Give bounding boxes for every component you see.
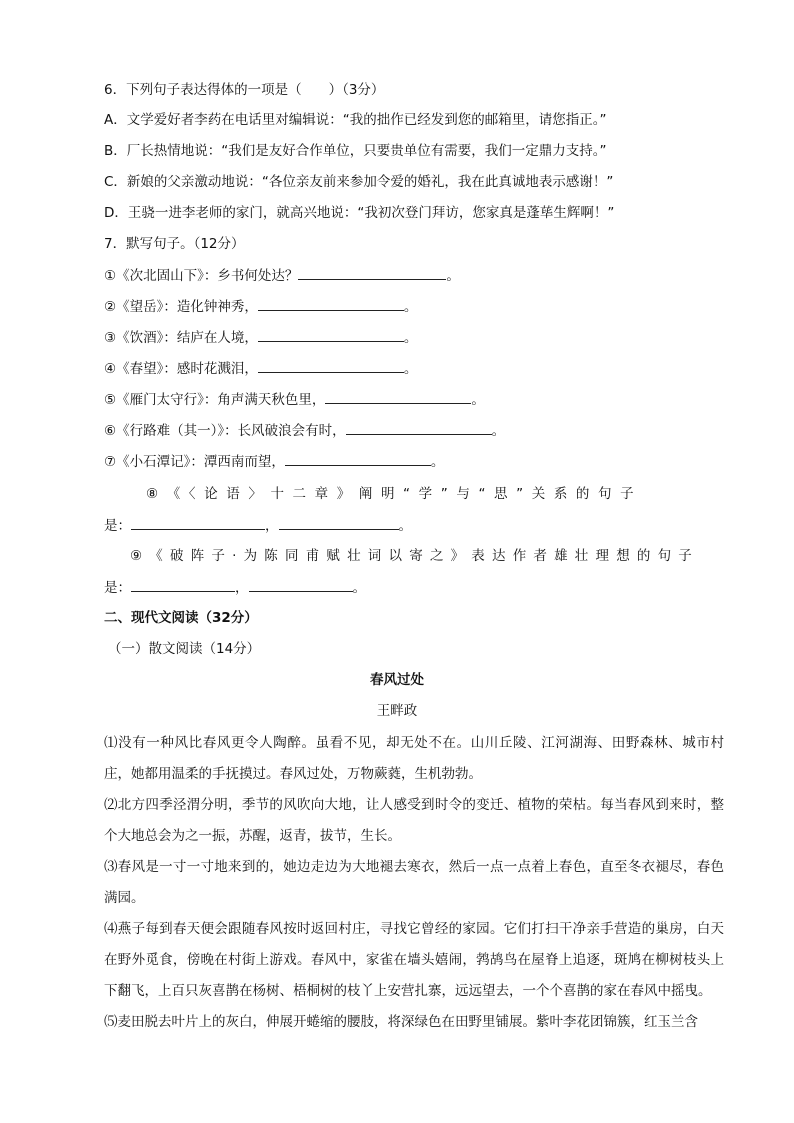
- answer-blank[interactable]: [279, 515, 399, 530]
- q7-item-5: [104, 389, 724, 410]
- q7-item-3-text: ③《饮酒》：结庐在人境，: [104, 330, 258, 346]
- article-paragraph-4: ⑷燕子每到春天便会跟随春风按时返回村庄，寻找它曾经的家园。它们打扫干净亲手营造的巢房，白天在野外觅食，傍晚在村街上游戏。春风中，家雀在墙头嬉闹，鹁鸪鸟在屋脊上追逐，斑鸠在柳树枝头上下翻飞，上百只灰喜鹊在杨树、梧桐树的枝丫上安营扎寨，远远望去，一个个喜鹊的家在春风中摇曳。: [104, 921, 724, 999]
- answer-blank[interactable]: [346, 420, 492, 435]
- q7-item-7: [104, 451, 724, 472]
- answer-blank[interactable]: [258, 358, 404, 373]
- q7-item-4-text: ④《春望》：感时花溅泪，: [104, 361, 258, 377]
- q7-item-8-end: 。: [398, 518, 412, 534]
- answer-blank[interactable]: [249, 577, 353, 592]
- q7-item-8-prefix: 是：: [104, 518, 131, 534]
- article-paragraph-2: ⑵北方四季泾渭分明，季节的风吹向大地，让人感受到时令的变迁、植物的荣枯。每当春风到来时，整个大地总会为之一振，苏醒，返青，拔节，生长。: [104, 797, 724, 844]
- q7-item-9-line2: [104, 577, 724, 598]
- q7-item-3-end: 。: [403, 330, 418, 346]
- q6-stem: 6．下列句子表达得体的一项是（ ）（3分）: [104, 82, 385, 98]
- answer-blank[interactable]: [131, 515, 265, 530]
- article-author: 王畔政: [376, 703, 418, 719]
- answer-blank[interactable]: [325, 389, 471, 404]
- q6-option-c: C．新娘的父亲激动地说：“各位亲友前来参加令爱的婚礼，我在此真诚地表示感谢！”: [104, 174, 614, 190]
- q7-item-9-prefix: 是：: [104, 580, 131, 596]
- q7-item-6-text: ⑥《行路难（其一）》：长风破浪会有时，: [104, 423, 346, 439]
- q7-item-7-text: ⑦《小石潭记》：潭西南而望，: [104, 454, 285, 470]
- q7-item-8-line1: ⑧《〈论语〉十二章》阐明“学”与“思”关系的句子: [146, 486, 643, 502]
- q7-item-9-mid: ，: [235, 580, 249, 596]
- section-heading: 二、现代文阅读（32分）: [104, 610, 258, 626]
- q7-item-4: [104, 358, 724, 379]
- section-subheading: （一）散文阅读（14分）: [108, 641, 261, 657]
- q7-item-9-line1: ⑨《破阵子·为陈同甫赋壮词以寄之》表达作者雄壮理想的句子: [130, 548, 699, 564]
- q7-item-1-text: ①《次北固山下》：乡书何处达？: [104, 268, 299, 284]
- q7-item-2-end: 。: [403, 299, 418, 315]
- article-paragraph-5: ⑸麦田脱去叶片上的灰白，伸展开蜷缩的腰肢，将深绿色在田野里铺展。紫叶李花团锦簇，红玉兰含: [104, 1014, 698, 1030]
- q6-option-d: D．王骁一进李老师的家门，就高兴地说：“我初次登门拜访，您家真是蓬荜生辉啊！”: [104, 205, 615, 221]
- q6-option-b: B．厂长热情地说：“我们是友好合作单位，只要贵单位有需要，我们一定鼎力支持。”: [104, 143, 607, 159]
- q7-item-1: [104, 265, 724, 286]
- answer-blank[interactable]: [298, 265, 446, 280]
- answer-blank[interactable]: [131, 577, 235, 592]
- article-paragraph-3: ⑶春风是一寸一寸地来到的，她边走边为大地褪去寒衣，然后一点一点着上春色，直至冬衣褪尽，春色满园。: [104, 859, 724, 906]
- q7-item-3: [104, 327, 724, 348]
- q7-item-4-end: 。: [403, 361, 418, 377]
- q6-option-a: A．文学爱好者李药在电话里对编辑说：“我的拙作已经发到您的邮箱里，请您指正。”: [104, 112, 607, 128]
- q7-item-1-end: 。: [446, 268, 460, 284]
- q7-item-7-end: 。: [430, 454, 445, 470]
- q7-stem: 7．默写句子。（12分）: [104, 236, 245, 252]
- answer-blank[interactable]: [258, 296, 404, 311]
- q7-item-8-mid: ，: [265, 518, 279, 534]
- q7-item-6: [104, 420, 724, 441]
- q7-item-2-text: ②《望岳》：造化钟神秀，: [104, 299, 258, 315]
- q7-item-5-end: 。: [471, 392, 485, 408]
- q7-item-2: [104, 296, 724, 317]
- q7-item-8-line2: [104, 515, 724, 536]
- article-title: 春风过处: [370, 672, 424, 688]
- q7-item-9-end: 。: [352, 580, 366, 596]
- q7-item-6-end: 。: [491, 423, 506, 439]
- q7-item-5-text: ⑤《雁门太守行》：角声满天秋色里，: [104, 392, 326, 408]
- answer-blank[interactable]: [258, 327, 404, 342]
- article-paragraph-1: ⑴没有一种风比春风更令人陶醉。虽看不见，却无处不在。山川丘陵、江河湖海、田野森林、城市村庄，她都用温柔的手抚摸过。春风过处，万物蕨蕤，生机勃勃。: [104, 735, 724, 782]
- answer-blank[interactable]: [285, 451, 431, 466]
